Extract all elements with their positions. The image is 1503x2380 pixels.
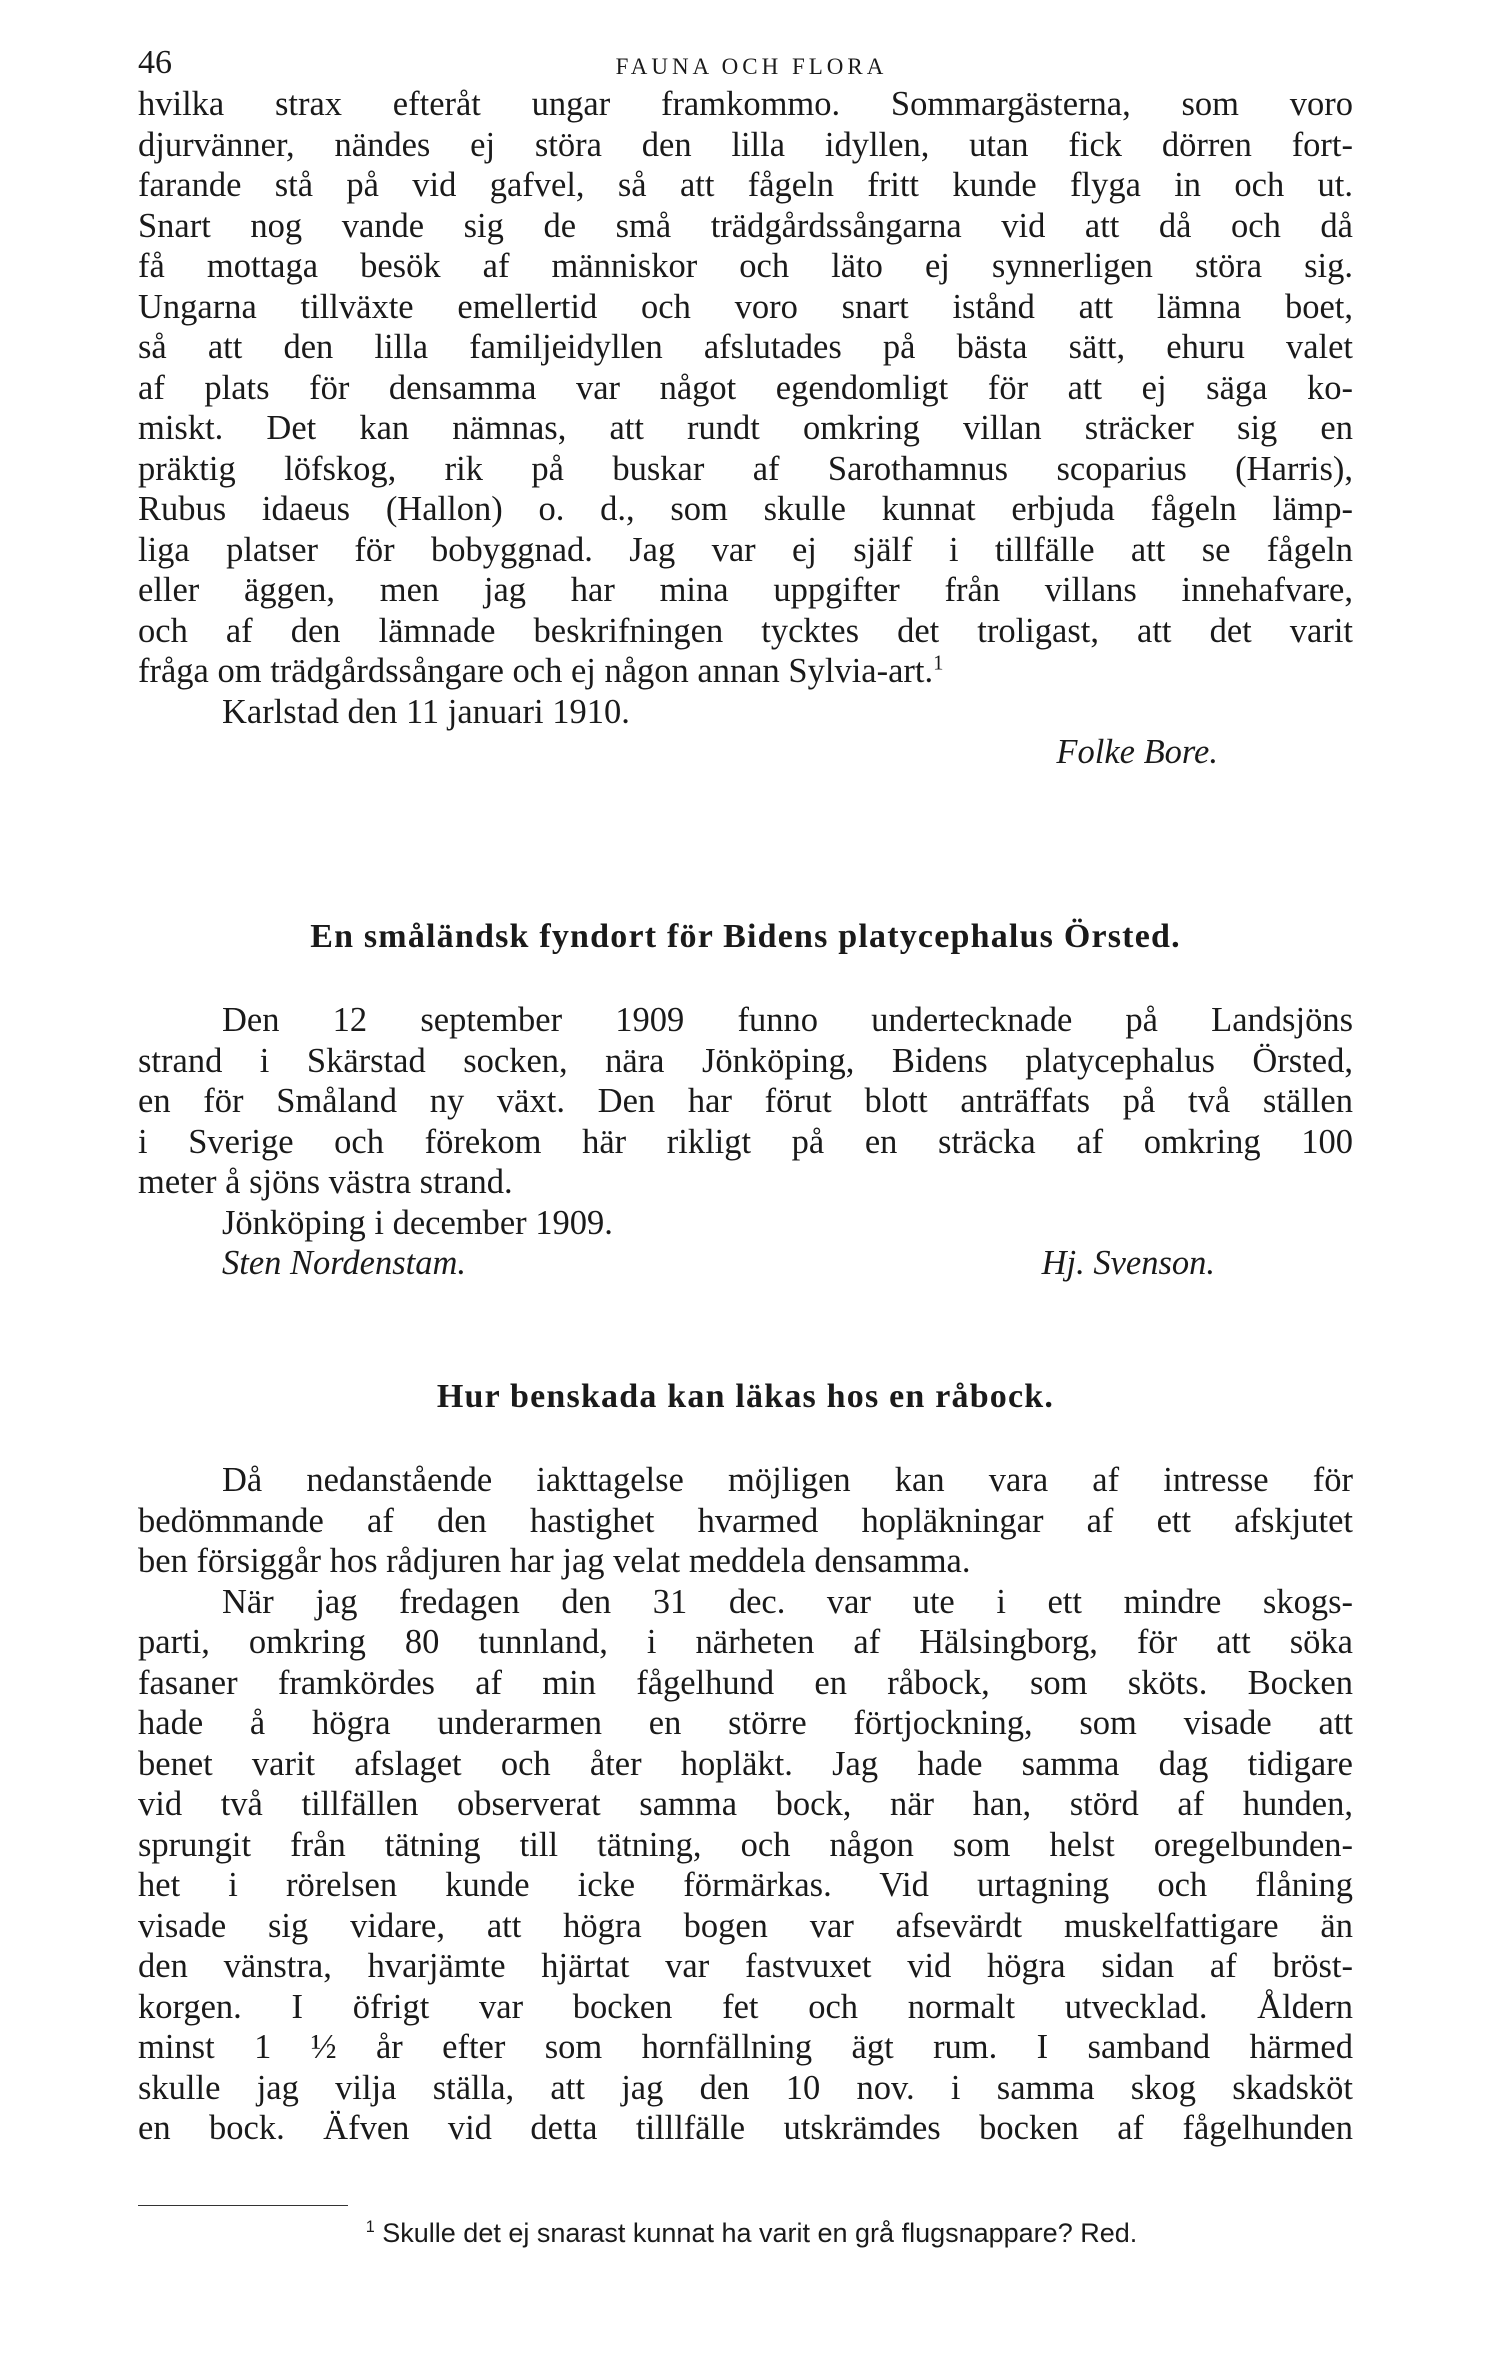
text-line: liga platser för bobyggnad. Jag var ej själf i tillfälle att se fågeln [138, 530, 1353, 569]
text-line: djurvänner, nändes ej störa den lilla idyllen, utan fick dörren fort- [138, 125, 1353, 164]
text-line: och af den lämnade beskrifningen tycktes det troligast, att det varit [138, 611, 1353, 650]
text-line: sprungit från tätning till tätning, och någon som helst oregelbunden- [138, 1825, 1353, 1864]
signature-left: Sten Nordenstam. [222, 1244, 467, 1282]
article-heading: En småländsk fyndort för Bidens platycephalus Örsted. [310, 918, 1181, 955]
text-line: ben försiggår hos rådjuren har jag velat meddela densamma. [138, 1542, 971, 1580]
text-line: bedömmande af den hastighet hvarmed hopläkningar af ett afskjutet [138, 1501, 1353, 1540]
text-line: få mottaga besök af människor och läto ej synnerligen störa sig. [138, 247, 1353, 285]
text-line: farande stå på vid gafvel, så att fågeln fritt kunde flyga in och ut. [138, 166, 1353, 204]
text-line: i Sverige och förekom här rikligt på en sträcka af omkring 100 [138, 1122, 1353, 1161]
text-line: Ungarna tillväxte emellertid och voro snart istånd att lämna boet, [138, 287, 1353, 326]
text-line: benet varit afslaget och åter hopläkt. Jag hade samma dag tidigare [138, 1744, 1353, 1783]
place-date: Jönköping i december 1909. [222, 1203, 613, 1242]
running-head: FAUNA OCH FLORA [615, 54, 888, 79]
text-line-content: fråga om trädgårdssångare och ej någon annan Sylvia-art. [138, 652, 934, 690]
text-line: Snart nog vande sig de små trädgårdssångarna vid att då och då [138, 206, 1353, 245]
text-line: vid två tillfällen observerat samma bock, när han, störd af hunden, [138, 1785, 1353, 1823]
place-date: Karlstad den 11 januari 1910. [222, 692, 630, 731]
text-line: Då nedanstående iakttagelse möjligen kan vara af intresse för [222, 1461, 1353, 1499]
text-line: meter å sjöns västra strand. [138, 1163, 513, 1201]
text-line: hvilka strax efteråt ungar framkommo. Sommargästerna, som voro [138, 85, 1353, 123]
page-number: 46 [138, 44, 172, 81]
text-line: skulle jag vilja ställa, att jag den 10 nov. i samma skog skadsköt [138, 2068, 1353, 2107]
text-line: en för Småland ny växt. Den har förut blott anträffats på två ställen [138, 1082, 1353, 1120]
text-line: strand i Skärstad socken, nära Jönköping, Bidens platycephalus Örsted, [138, 1041, 1353, 1080]
text-line: minst 1 ½ år efter som hornfällning ägt rum. I samband härmed [138, 2028, 1353, 2066]
text-line: präktig löfskog, rik på buskar af Sarothamnus scoparius (Harris), [138, 449, 1353, 488]
text-line: en bock. Äfven vid detta tilllfälle utskrämdes bocken af fågelhunden [138, 2109, 1353, 2147]
text-line: så att den lilla familjeidyllen afslutades på bästa sätt, ehuru valet [138, 328, 1353, 366]
article-continuation [138, 84, 1353, 773]
footnote-reference: 1 [933, 652, 944, 675]
article-body [138, 1460, 1353, 2149]
text-line: miskt. Det kan nämnas, att rundt omkring villan sträcker sig en [138, 409, 1353, 447]
text-line: Den 12 september 1909 funno undertecknade på Landsjöns [222, 1001, 1353, 1039]
text-line: När jag fredagen den 31 dec. var ute i ett mindre skogs- [222, 1582, 1353, 1621]
text-line: fasaner framkördes af min fågelhund en råbock, som sköts. Bocken [138, 1663, 1353, 1702]
signature-right: Hj. Svenson. [1041, 1244, 1215, 1282]
text-line: den vänstra, hvarjämte hjärtat var fastvuxet vid högra sidan af bröst- [138, 1947, 1353, 1985]
text-line: hade å högra underarmen en större förtjockning, som visade att [138, 1704, 1353, 1742]
article-body [138, 1000, 1353, 1284]
article-heading: Hur benskada kan läkas hos en råbock. [436, 1378, 1055, 1415]
footnote-text: Skulle det ej snarast kunnat ha varit en grå flugsnappare? Red. [382, 2218, 1138, 2248]
text-line: het i rörelsen kunde icke förmärkas. Vid urtagning och flåning [138, 1866, 1353, 1904]
text-line: af plats för densamma var något egendomligt för att ej säga ko- [138, 368, 1353, 407]
text-line: Rubus idaeus (Hallon) o. d., som skulle kunnat erbjuda fågeln lämp- [138, 490, 1353, 528]
signature: Folke Bore. [1056, 733, 1218, 771]
text-line: visade sig vidare, att högra bogen var afsevärdt muskelfattigare än [138, 1906, 1353, 1945]
text-line: eller äggen, men jag har mina uppgifter från villans innehafvare, [138, 571, 1353, 609]
signatures [138, 1243, 1353, 1284]
text-line: korgen. I öfrigt var bocken fet och normalt utvecklad. Åldern [138, 1987, 1353, 2026]
footnote-mark: 1 [365, 2218, 375, 2236]
footnote-rule [138, 2205, 348, 2206]
text-line [138, 651, 1353, 692]
footnote [0, 2218, 1503, 2249]
text-line: parti, omkring 80 tunnland, i närheten af Hälsingborg, för att söka [138, 1623, 1353, 1661]
